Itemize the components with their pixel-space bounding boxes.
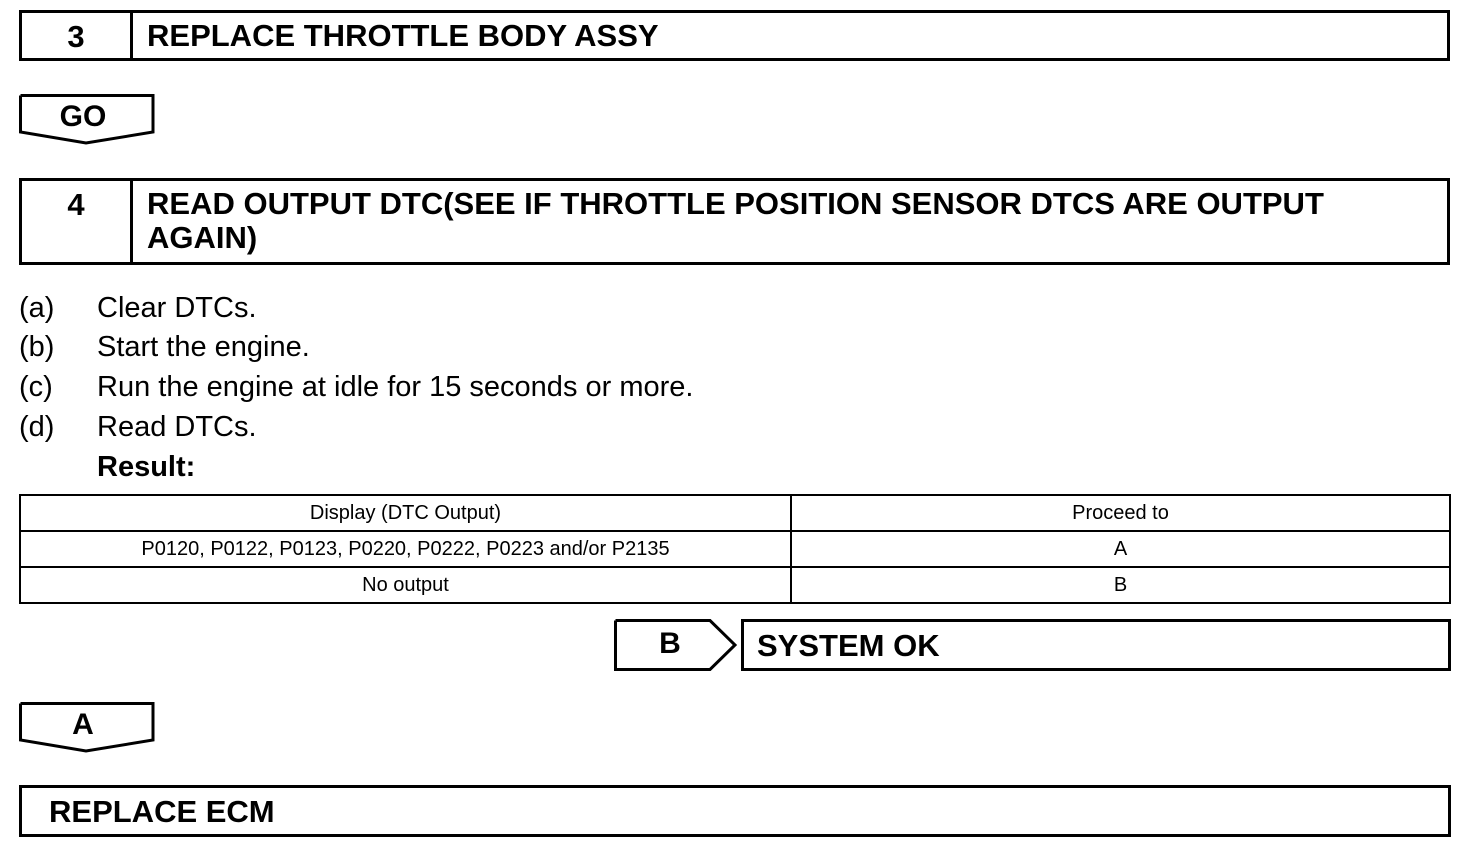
step-title xyxy=(133,181,1447,262)
branch-b-arrow xyxy=(614,619,738,671)
procedure-marker: (d) xyxy=(19,411,55,443)
step-title: REPLACE THROTTLE BODY ASSY xyxy=(147,18,659,53)
a-flow-label xyxy=(19,702,155,754)
procedure-text: Read DTCs. xyxy=(97,411,257,443)
step-4-header xyxy=(19,178,1450,265)
step-title-line-2: AGAIN) xyxy=(147,220,258,255)
step-3-header xyxy=(19,10,1450,61)
procedure-marker: (a) xyxy=(19,292,55,324)
table-cell: No output xyxy=(20,567,791,603)
column-header: Display (DTC Output) xyxy=(20,495,791,531)
step-number: 4 xyxy=(22,181,133,262)
table-row xyxy=(20,531,1450,567)
procedure-marker: (c) xyxy=(19,371,53,403)
system-ok-label: SYSTEM OK xyxy=(757,628,940,663)
column-header: Proceed to xyxy=(791,495,1450,531)
branch-b-label: B xyxy=(659,627,681,660)
table-row xyxy=(20,567,1450,603)
procedure-text: Start the engine. xyxy=(97,331,310,363)
table-cell: P0120, P0122, P0123, P0220, P0222, P0223 and/or P2135 xyxy=(20,531,791,567)
table-cell: A xyxy=(791,531,1450,567)
procedure-item xyxy=(19,332,310,362)
go-flow-label xyxy=(19,94,155,146)
procedure-item xyxy=(19,372,693,402)
system-ok-box xyxy=(741,619,1451,671)
step-title-line-1: READ OUTPUT DTC(SEE IF THROTTLE POSITION SENSOR DTCS ARE OUTPUT xyxy=(147,186,1324,221)
replace-ecm-label: REPLACE ECM xyxy=(49,794,275,829)
result-label: Result: xyxy=(97,451,196,483)
procedure-item xyxy=(19,293,257,323)
go-label: GO xyxy=(59,100,107,133)
table-cell: B xyxy=(791,567,1450,603)
a-label: A xyxy=(72,708,94,741)
replace-ecm-box xyxy=(19,785,1451,837)
procedure-text: Run the engine at idle for 15 seconds or more. xyxy=(97,371,694,403)
procedure-marker: (b) xyxy=(19,331,55,363)
table-header-row xyxy=(20,495,1450,531)
step-number: 3 xyxy=(22,13,133,58)
procedure-item xyxy=(19,412,257,442)
result-table xyxy=(19,494,1451,604)
procedure-text: Clear DTCs. xyxy=(97,292,257,324)
